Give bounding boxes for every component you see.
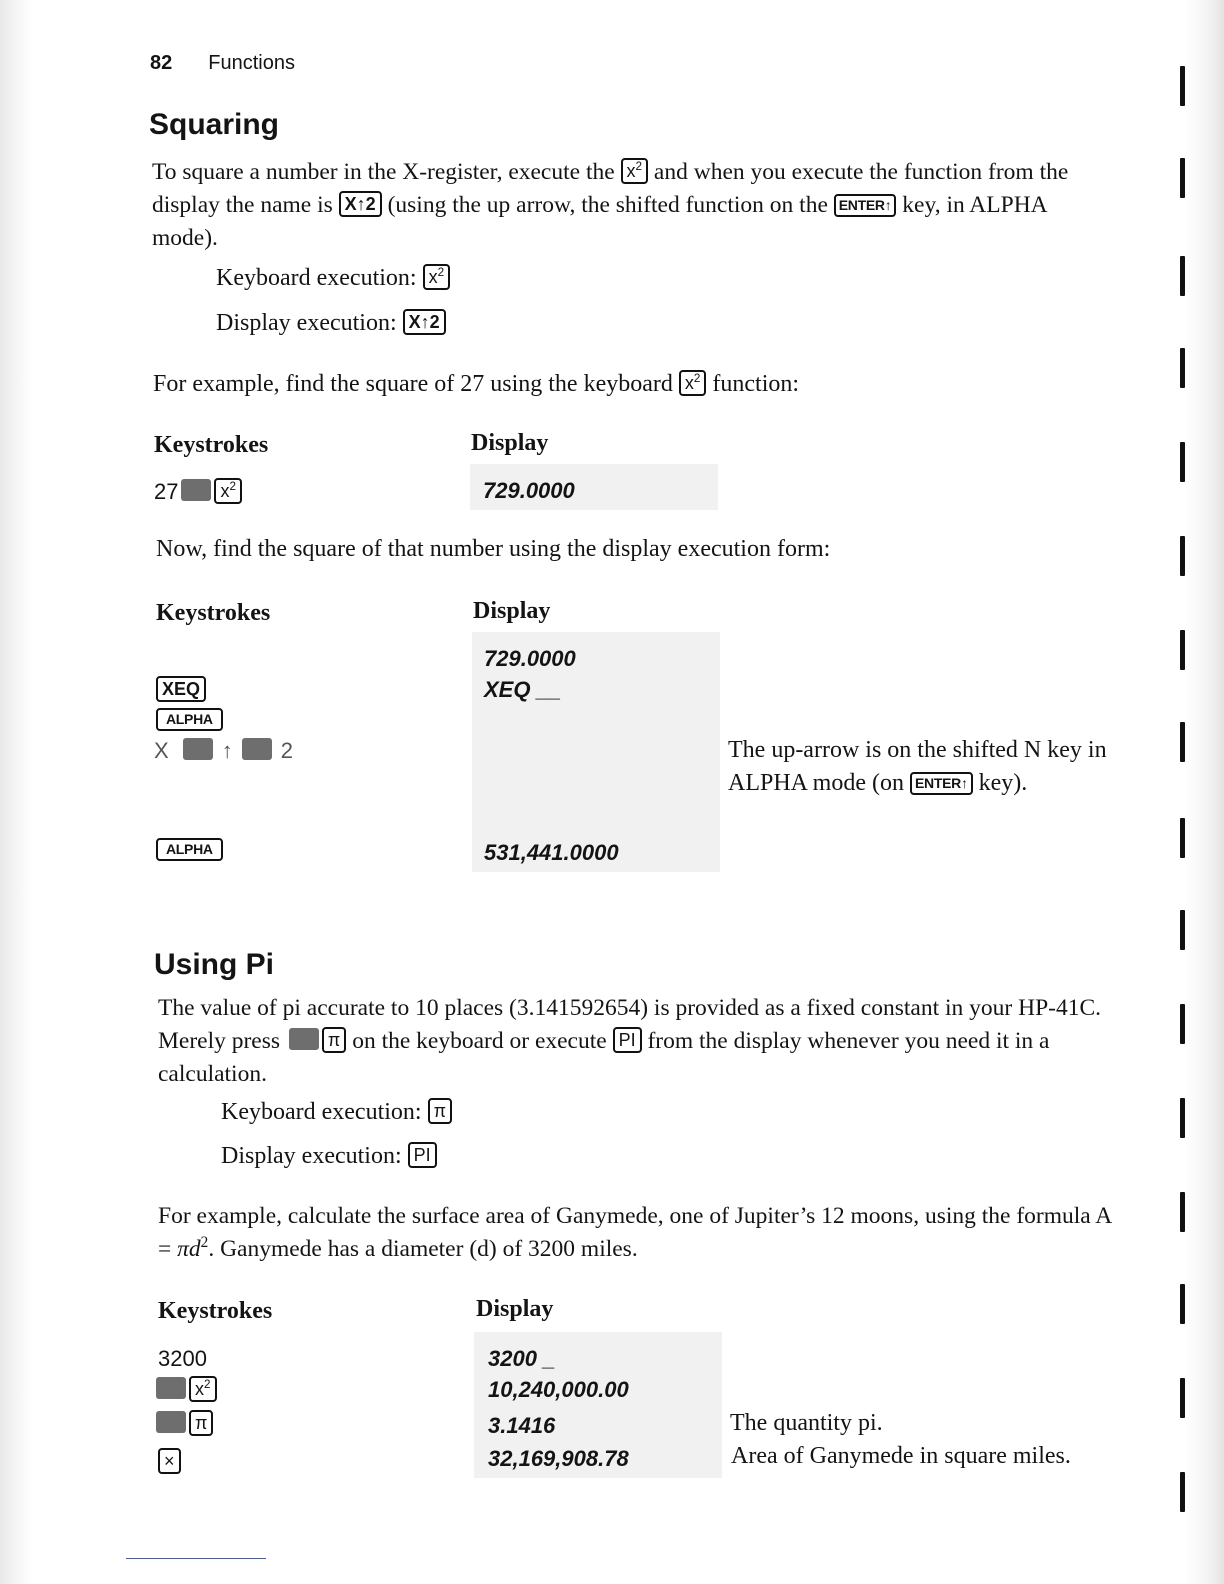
margin-tick — [1180, 1098, 1185, 1138]
shift-key — [289, 1028, 319, 1050]
shift-key — [242, 738, 272, 760]
keyboard-execution-line: Keyboard execution: $x^2$ — [216, 264, 450, 292]
keystrokes-header: Keystrokes — [158, 1298, 273, 1324]
display-form-intro: Now, find the square of that number using the display execution form: — [156, 536, 831, 562]
display-value: 10,240,000.00 — [488, 1377, 629, 1402]
margin-tick — [1180, 818, 1185, 858]
squaring-intro: To square a number in the X-register, execute the $x^2$ and when you execute the function from the display the name is X↑2 (using the up arrow, the shifted function on the ENTER↑ key, in ALPHA mode). — [152, 159, 1069, 251]
page-edge-left — [0, 0, 32, 1584]
running-header — [150, 52, 295, 75]
keystroke-row — [156, 1376, 217, 1403]
margin-tick — [1180, 722, 1185, 762]
x-up-2-key: X↑2 — [339, 191, 382, 217]
keystroke-row: 27 $x^2$ — [154, 478, 242, 505]
x-up-2-key: X↑2 — [403, 309, 446, 335]
alpha-key: ALPHA — [156, 838, 223, 861]
pi-key: π — [322, 1027, 346, 1053]
keystroke-row — [156, 1410, 213, 1437]
margin-tick — [1180, 158, 1185, 198]
up-arrow-note: The up-arrow is on the shifted N key in ALPHA mode (on ENTER↑ key). — [728, 737, 1107, 796]
section-title-squaring: Squaring — [149, 108, 280, 141]
shift-key — [181, 479, 211, 501]
pi-display-key: PI — [613, 1027, 642, 1053]
display-header: Display — [473, 598, 551, 624]
enter-key: ENTER↑ — [834, 194, 897, 217]
margin-tick — [1180, 66, 1185, 106]
x-squared-key: $x^2$ — [189, 1376, 217, 1402]
section-name: Functions — [208, 52, 295, 74]
margin-tick — [1180, 442, 1185, 482]
row-note: The quantity pi. — [730, 1410, 883, 1436]
squaring-example: For example, find the square of 27 using the keyboard $x^2$ function: — [153, 371, 800, 397]
multiply-key: × — [158, 1448, 181, 1474]
keystroke-row — [156, 676, 206, 703]
row-note: Area of Ganymede in square miles. — [731, 1443, 1071, 1469]
alpha-key: ALPHA — [156, 708, 223, 731]
keystroke-row — [156, 706, 223, 732]
display-header: Display — [471, 430, 549, 456]
display-value: 729.0000 — [483, 478, 575, 503]
display-execution-line: Display execution: X↑2 — [216, 309, 446, 337]
keystrokes-header: Keystrokes — [156, 600, 271, 626]
keyboard-execution-line: Keyboard execution: π — [221, 1098, 452, 1126]
footnote-rule — [126, 1558, 266, 1559]
keystroke-row — [156, 836, 223, 862]
keystroke-row — [158, 1448, 181, 1475]
margin-tick — [1180, 1192, 1185, 1232]
keystroke-row: 3200 — [158, 1346, 207, 1371]
margin-tick — [1180, 630, 1185, 670]
margin-tick — [1180, 1284, 1185, 1324]
x-squared-key: $x^2$ — [423, 264, 451, 290]
display-header: Display — [476, 1296, 554, 1322]
x-squared-key: $x^2$ — [214, 478, 242, 504]
margin-tick — [1180, 1378, 1185, 1418]
margin-tick — [1180, 536, 1185, 576]
page-edge-right — [1184, 0, 1224, 1584]
display-execution-line: Display execution: PI — [221, 1142, 437, 1170]
keystroke-row: X ↑ 2 — [154, 738, 293, 763]
margin-tick — [1180, 1004, 1185, 1044]
pi-example: For example, calculate the surface area of Ganymede, one of Jupiter’s 12 moons, using the formula $A = \pi d^2$. Ganymede has a diameter (d) of 3200 miles. — [158, 1203, 1111, 1262]
page-number: 82 — [150, 52, 173, 74]
pi-display-key: PI — [408, 1142, 437, 1168]
pi-key: π — [428, 1098, 452, 1124]
x-squared-key: $x^2$ — [621, 158, 649, 184]
x-squared-key: $x^2$ — [679, 370, 707, 396]
pi-intro: The value of pi accurate to 10 places (3.141592654) is provided as a fixed constant in your HP-41C. Merely press π on the keyboard or execute PI from the display whenever you need it in a calculation. — [158, 995, 1102, 1087]
margin-tick — [1180, 348, 1185, 388]
display-value: XEQ __ — [484, 677, 562, 702]
display-value: 3.1416 — [488, 1413, 556, 1438]
display-value: 3200 _ — [488, 1346, 556, 1371]
display-value: 32,169,908.78 — [488, 1446, 629, 1471]
enter-key: ENTER↑ — [910, 772, 973, 795]
margin-tick — [1180, 910, 1185, 950]
keystrokes-header: Keystrokes — [154, 432, 269, 458]
shift-key — [183, 738, 213, 760]
display-value: 729.0000 — [484, 646, 576, 671]
shift-key — [156, 1377, 186, 1399]
shift-key — [156, 1411, 186, 1433]
margin-tick — [1180, 256, 1185, 296]
section-title-using-pi: Using Pi — [154, 948, 275, 981]
display-value: 531,441.0000 — [484, 840, 619, 865]
margin-tick — [1180, 1472, 1185, 1512]
pi-key: π — [189, 1410, 213, 1436]
xeq-key: XEQ — [156, 676, 206, 702]
